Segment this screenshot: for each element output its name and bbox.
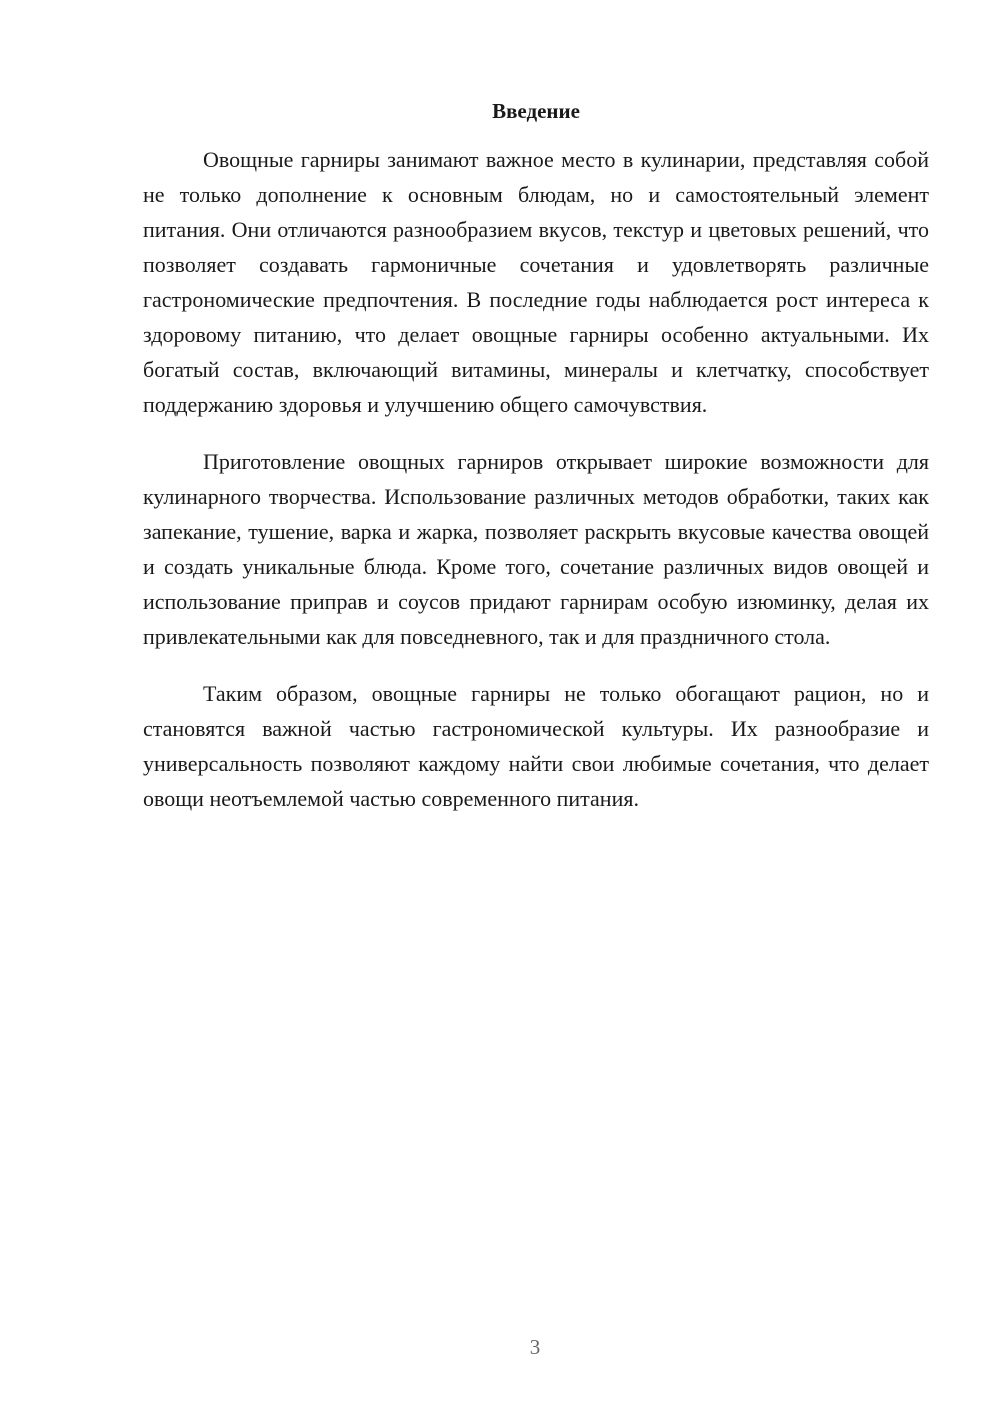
page-body [143,96,929,838]
paragraph-3: Таким образом, овощные гарниры не только обогащают рацион, но и становятся важной частью гастрономической культуры. Их разнообразие и универсальность позволяют каждому найти свои любимые сочетания, что делает овощи неотъемлемой частью современного питания. [143,681,929,811]
section-title: Введение [492,99,580,123]
paragraph-2: Приготовление овощных гарниров открывает широкие возможности для кулинарного творчества. Использование различных методов обработки, таких как запекание, тушение, варка и жарка, позволяет раскрыть вкусовые качества овощей и создать уникальные блюда. Кроме того, сочетание различных видов овощей и использование приправ и соусов придают гарнирам особую изюминку, делая их привлекательными как для повседневного, так и для праздничного стола. [143,449,929,649]
page-number: 3 [529,1335,541,1359]
paragraph-1: Овощные гарниры занимают важное место в кулинарии, представляя собой не только дополнение к основным блюдам, но и самостоятельный элемент питания. Они отличаются разнообразием вкусов, текстур и цветовых решений, что позволяет создавать гармоничные сочетания и удовлетворять различные гастрономические предпочтения. В последние годы наблюдается рост интереса к здоровому питанию, что делает овощные гарниры особенно актуальными. Их богатый состав, включающий витамины, минералы и клетчатку, способствует поддержанию здоровья и улучшению общего самочувствия. [143,147,929,417]
